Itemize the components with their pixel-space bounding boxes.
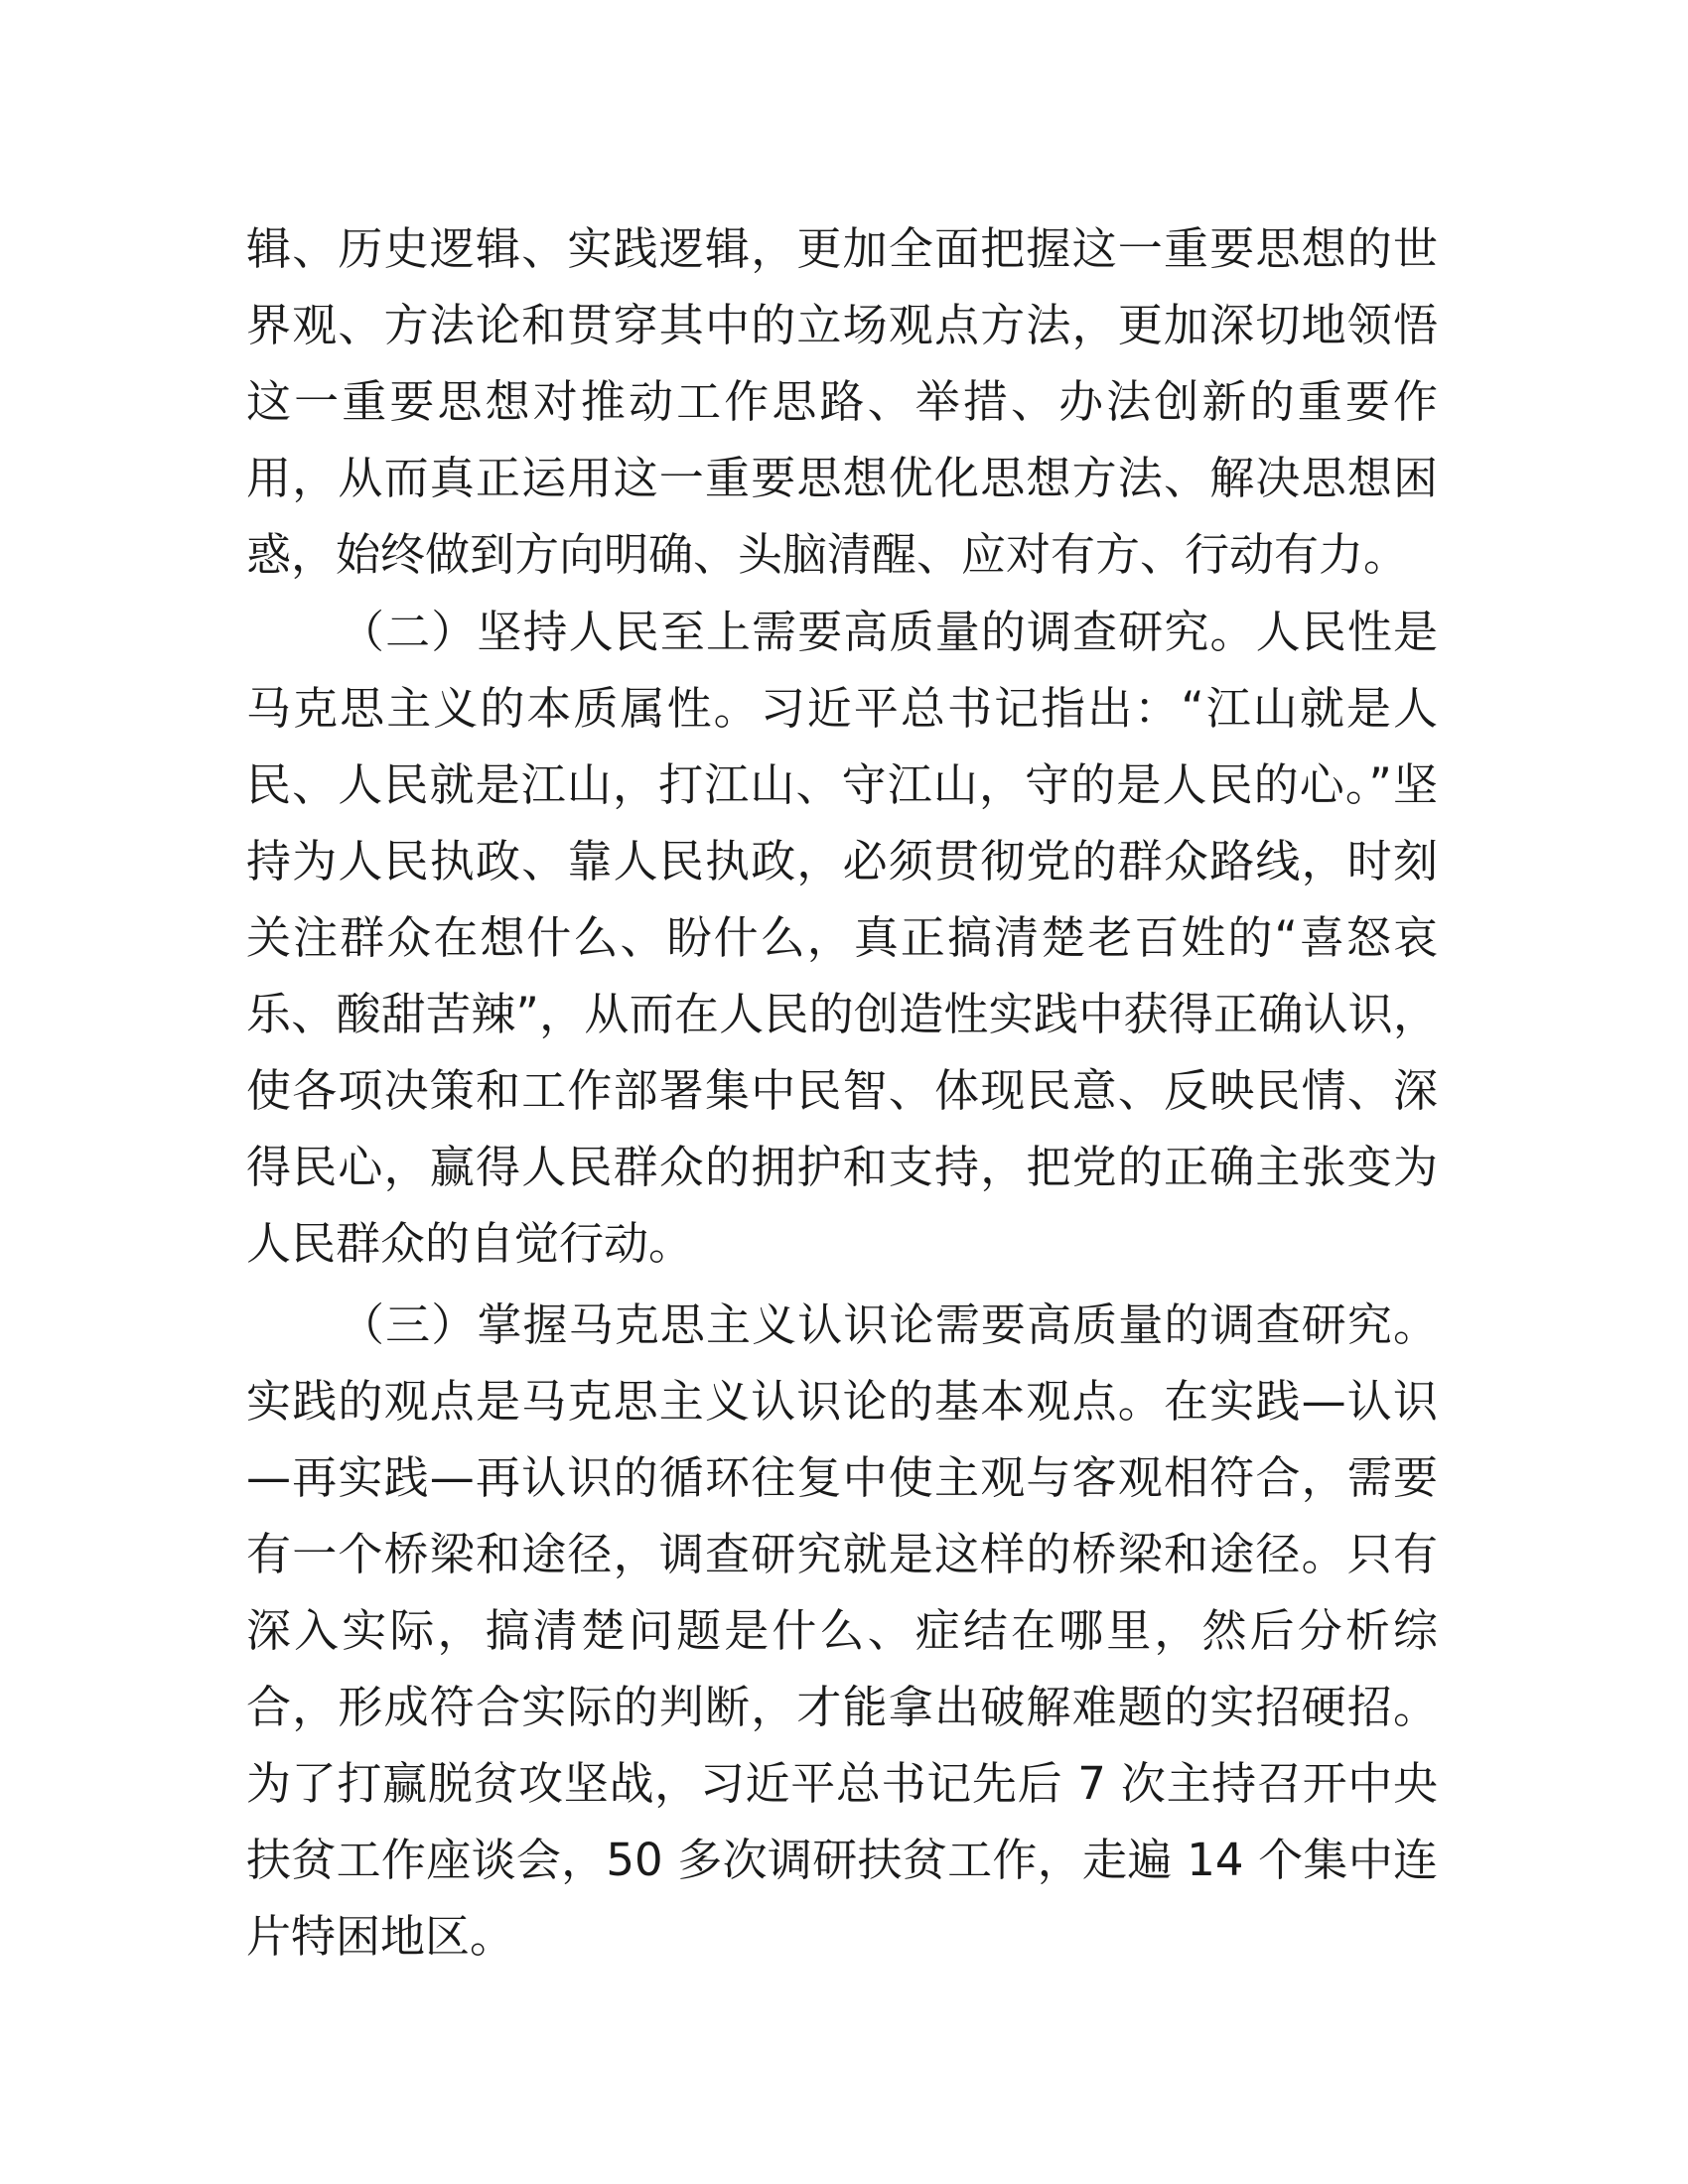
paragraph-continuation bbox=[246, 210, 1438, 593]
paragraph-text: 辑、历史逻辑、实践逻辑，更加全面把握这一重要思想的世界观、方法论和贯穿其中的立场观点方法，更加深切地领悟这一重要思想对推动工作思路、举措、办法创新的重要作用，从而真正运用这一重要思想优化思想方法、解决思想困惑，始终做到方向明确、头脑清醒、应对有方、行动有力。 bbox=[246, 222, 1438, 581]
paragraph-epistemology bbox=[246, 1287, 1438, 1975]
paragraph-people-first bbox=[246, 594, 1438, 1282]
paragraph-text: （二）坚持人民至上需要高质量的调查研究。人民性是马克思主义的本质属性。习近平总书记指出：“江山就是人民、人民就是江山，打江山、守江山，守的是人民的心。”坚持为人民执政、靠人民执政，必须贯彻党的群众路线，时刻关注群众在想什么、盼什么，真正搞清楚老百姓的“喜怒哀乐、酸甜苦辣”，从而在人民的创造性实践中获得正确认识，使各项决策和工作部署集中民智、体现民意、反映民情、深得民心，赢得人民群众的拥护和支持，把党的正确主张变为人民群众的自觉行动。 bbox=[246, 606, 1438, 1270]
paragraph-text: （三）掌握马克思主义认识论需要高质量的调查研究。实践的观点是马克思主义认识论的基本观点。在实践—认识—再实践—再认识的循环往复中使主观与客观相符合，需要有一个桥梁和途径，调查研究就是这样的桥梁和途径。只有深入实际，搞清楚问题是什么、症结在哪里，然后分析综合，形成符合实际的判断，才能拿出破解难题的实招硬招。为了打赢脱贫攻坚战，习近平总书记先后 7 次主持召开中央扶贫工作座谈会，50 多次调研扶贫工作，走遍 14 个集中连片特困地区。 bbox=[246, 1298, 1438, 1963]
